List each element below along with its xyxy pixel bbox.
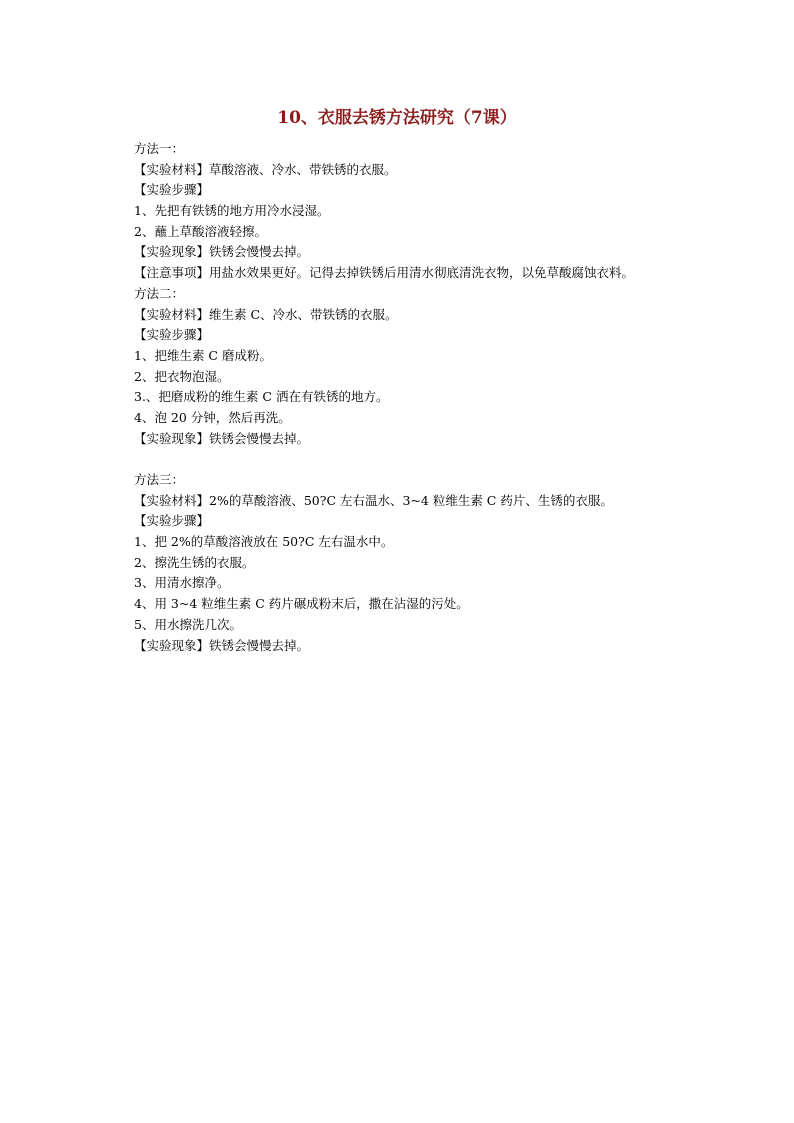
method-one-materials: 【实验材料】草酸溶液、冷水、带铁锈的衣服。 — [134, 161, 397, 177]
method-one-phenomenon: 【实验现象】铁锈会慢慢去掉。 — [134, 244, 310, 260]
method-three-step-4: 4、用 3~4 粒维生素 C 药片碾成粉末后，撒在沾湿的污处。 — [134, 596, 469, 612]
method-one-step-1: 1、先把有铁锈的地方用冷水浸湿。 — [134, 203, 330, 219]
method-two-heading: 方法二： — [134, 285, 185, 301]
method-two-step-3: 3.、把磨成粉的维生素 C 洒在有铁锈的地方。 — [134, 389, 389, 405]
method-two-step-1: 1、把维生素 C 磨成粉。 — [134, 347, 272, 363]
method-one-steps-heading: 【实验步骤】 — [134, 182, 210, 198]
method-three-steps-heading: 【实验步骤】 — [134, 513, 210, 529]
method-two-steps-heading: 【实验步骤】 — [134, 327, 210, 343]
method-three-step-5: 5、用水擦洗几次。 — [134, 616, 242, 632]
method-three-materials: 【实验材料】2%的草酸溶液、50?C 左右温水、3~4 粒维生素 C 药片、生锈的衣服。 — [134, 492, 613, 508]
method-two-phenomenon: 【实验现象】铁锈会慢慢去掉。 — [134, 430, 310, 446]
method-three-step-3: 3、用清水擦净。 — [134, 575, 230, 591]
document-title: 10、衣服去锈方法研究（7课） — [277, 108, 517, 128]
method-two-step-4: 4、泡 20 分钟，然后再洗。 — [134, 409, 291, 425]
method-three-heading: 方法三： — [134, 472, 185, 487]
method-one-step-2: 2、蘸上草酸溶液轻擦。 — [134, 223, 267, 239]
method-two-materials: 【实验材料】维生素 C、冷水、带铁锈的衣服。 — [134, 306, 398, 322]
method-three-phenomenon: 【实验现象】铁锈会慢慢去掉。 — [134, 637, 310, 653]
blank-line — [134, 449, 734, 470]
method-three-step-1: 1、把 2%的草酸溶液放在 50?C 左右温水中。 — [134, 534, 394, 550]
document-body — [134, 139, 734, 656]
method-two-step-2: 2、把衣物泡湿。 — [134, 368, 230, 384]
method-one-notes: 【注意事项】用盐水效果更好。记得去掉铁锈后用清水彻底清洗衣物，以免草酸腐蚀衣料。 — [134, 265, 635, 281]
method-one-heading: 方法一： — [134, 141, 185, 156]
method-three-step-2: 2、擦洗生锈的衣服。 — [134, 554, 255, 570]
